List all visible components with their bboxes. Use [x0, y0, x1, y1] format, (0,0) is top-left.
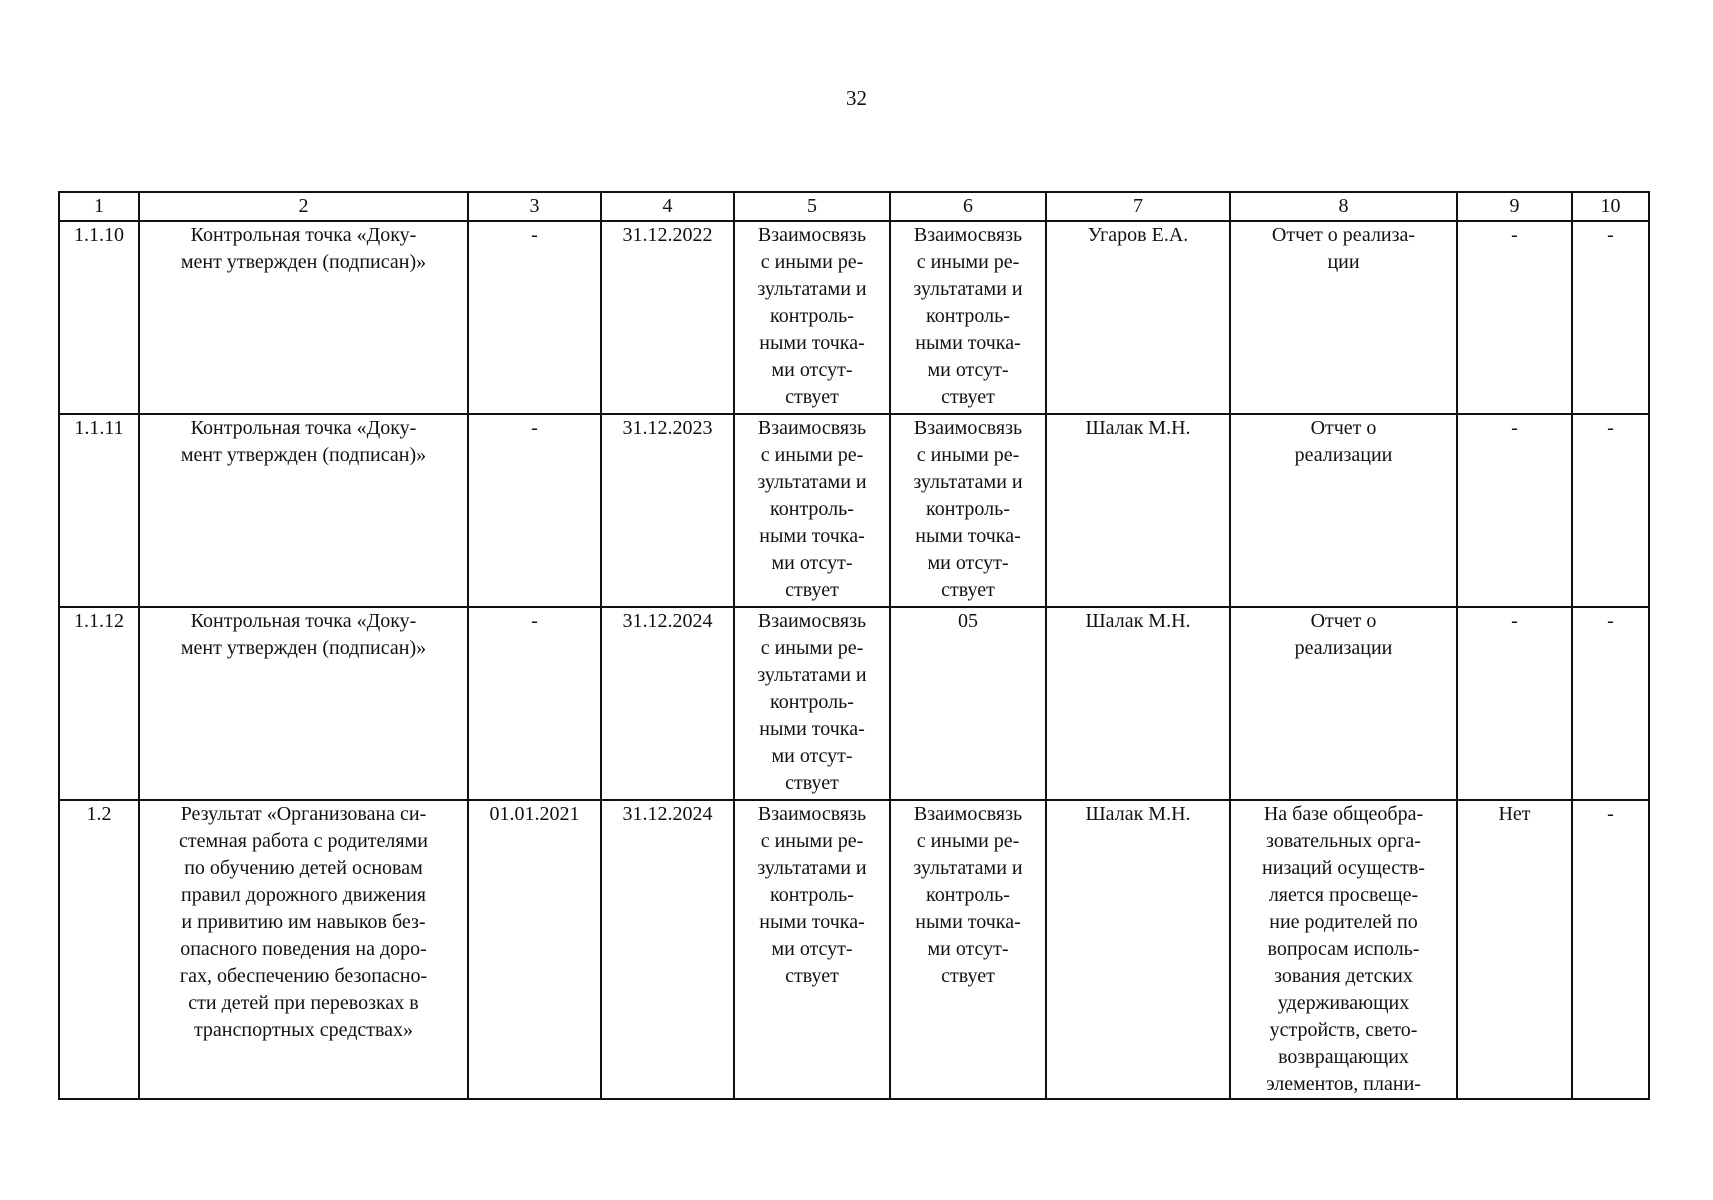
table-row: [59, 607, 1649, 800]
responsible-person: Шалак М.Н.: [1046, 800, 1230, 1099]
column-header: 2: [139, 192, 468, 221]
predecessor-link: Взаимосвязь с иными ре- зультатами и контроль- ными точка- ми отсут- ствует: [734, 607, 890, 800]
predecessor-link: Взаимосвязь с иными ре- зультатами и контроль- ными точка- ми отсут- ствует: [734, 414, 890, 607]
table-header-row: [59, 192, 1649, 221]
column-header: 7: [1046, 192, 1230, 221]
row-number: 1.1.10: [59, 221, 139, 414]
row-number: 1.1.12: [59, 607, 139, 800]
row-title: Контрольная точка «Доку- мент утвержден (подписан)»: [139, 221, 468, 414]
result-description: Отчет о реализации: [1230, 414, 1457, 607]
cell-col9: -: [1457, 221, 1572, 414]
cell-col9: -: [1457, 414, 1572, 607]
row-title: Контрольная точка «Доку- мент утвержден (подписан)»: [139, 607, 468, 800]
predecessor-link: Взаимосвязь с иными ре- зультатами и контроль- ными точка- ми отсут- ствует: [734, 800, 890, 1099]
cell-col10: -: [1572, 800, 1649, 1099]
result-description: Отчет о реализации: [1230, 607, 1457, 800]
successor-link: Взаимосвязь с иными ре- зультатами и контроль- ными точка- ми отсут- ствует: [890, 221, 1046, 414]
row-title: Контрольная точка «Доку- мент утвержден (подписан)»: [139, 414, 468, 607]
start-date: 01.01.2021: [468, 800, 601, 1099]
predecessor-link: Взаимосвязь с иными ре- зультатами и контроль- ными точка- ми отсут- ствует: [734, 221, 890, 414]
column-header: 10: [1572, 192, 1649, 221]
table-row: [59, 800, 1649, 1099]
table-row: [59, 221, 1649, 414]
result-description: На базе общеобра- зовательных орга- низаций осуществ- ляется просвеще- ние родителей по вопросам исполь- зования детских удерживающих устройств, свето- возвращающих элементов, плани-: [1230, 800, 1457, 1099]
row-title: Результат «Организована си- стемная работа с родителями по обучению детей основам правил дорожного движения и привитию им навыков без- опасного поведения на доро- гах, обеспечению безопасно- сти детей при перевозках в транспортных средствах»: [139, 800, 468, 1099]
successor-link: 05: [890, 607, 1046, 800]
cell-col10: -: [1572, 221, 1649, 414]
column-header: 5: [734, 192, 890, 221]
column-header: 9: [1457, 192, 1572, 221]
responsible-person: Шалак М.Н.: [1046, 607, 1230, 800]
column-header: 4: [601, 192, 734, 221]
responsible-person: Угаров Е.А.: [1046, 221, 1230, 414]
successor-link: Взаимосвязь с иными ре- зультатами и контроль- ными точка- ми отсут- ствует: [890, 414, 1046, 607]
row-number: 1.1.11: [59, 414, 139, 607]
cell-col9: -: [1457, 607, 1572, 800]
cell-col10: -: [1572, 414, 1649, 607]
cell-col10: -: [1572, 607, 1649, 800]
result-description: Отчет о реализа- ции: [1230, 221, 1457, 414]
end-date: 31.12.2024: [601, 607, 734, 800]
responsible-person: Шалак М.Н.: [1046, 414, 1230, 607]
table-row: [59, 414, 1649, 607]
start-date: -: [468, 607, 601, 800]
start-date: -: [468, 221, 601, 414]
column-header: 3: [468, 192, 601, 221]
column-header: 1: [59, 192, 139, 221]
end-date: 31.12.2022: [601, 221, 734, 414]
page-number: 32: [846, 86, 867, 110]
start-date: -: [468, 414, 601, 607]
cell-col9: Нет: [1457, 800, 1572, 1099]
plan-table: [58, 191, 1650, 1100]
column-header: 6: [890, 192, 1046, 221]
end-date: 31.12.2023: [601, 414, 734, 607]
successor-link: Взаимосвязь с иными ре- зультатами и контроль- ными точка- ми отсут- ствует: [890, 800, 1046, 1099]
row-number: 1.2: [59, 800, 139, 1099]
end-date: 31.12.2024: [601, 800, 734, 1099]
column-header: 8: [1230, 192, 1457, 221]
